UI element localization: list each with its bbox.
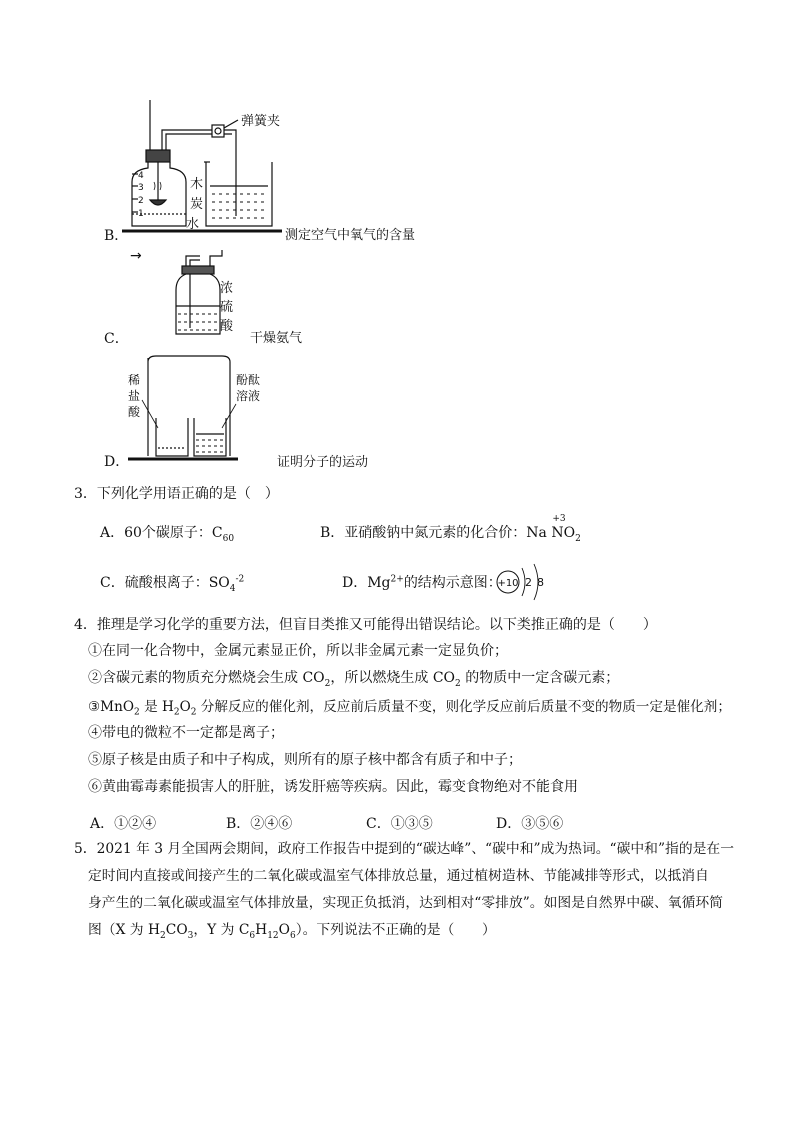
q3-option-c: C．硫酸根离子：$SO_4^{-2}$: [100, 574, 245, 594]
q4-option-c: C．①③⑤: [366, 816, 433, 832]
option-c-caption: 干燥氨气: [250, 331, 303, 346]
q5-line-2: 定时间内直接或间接产生的二氧化碳或温室气体排放总量，通过植树造林、节能减排等形式，以抵消自: [88, 868, 709, 884]
q4-statement-2: ②含碳元素的物质充分燃烧会生成 $CO_2$，所以燃烧生成 $CO_2$ 的物质中一定含碳元素；: [88, 670, 620, 689]
charcoal-label-1: 木: [190, 177, 204, 192]
clamp-label: 弹簧夹: [241, 114, 281, 129]
q4-stem: 4．推理是学习化学的重要方法，但盲目类推又可能得出错误结论。以下类推正确的是（ ）: [74, 617, 657, 633]
q4-option-b: B．②④⑥: [226, 816, 293, 832]
option-c-letter: C．: [104, 331, 129, 347]
acid-label-3: 酸: [220, 319, 234, 334]
shell-1-electrons: 2: [525, 576, 532, 589]
water-label: 水: [186, 217, 200, 232]
mg-ion-structure-diagram: [494, 560, 554, 604]
phenolphthalein-label-2: 溶液: [236, 389, 261, 403]
q5-line-3: 身产生的二氧化碳或温室气体排放量，实现正负抵消，达到相对“零排放”。如图是自然界中碳、氧循环简: [88, 895, 723, 911]
q4-option-d: D．③⑤⑥: [496, 816, 564, 832]
q4-statement-5: ⑤原子核是由质子和中子构成，则所有的原子核中都含有质子和中子；: [88, 752, 522, 768]
option-d-letter: D．: [104, 454, 130, 470]
acid-label-2: 硫: [220, 300, 234, 315]
dilute-hcl-label-1: 稀: [128, 373, 141, 387]
q3-option-b: B．亚硝酸钠中氮元素的化合价：Na +3 $NO_2$: [320, 514, 581, 544]
q3-option-a: A．60个碳原子：$C_{60}$: [100, 525, 235, 544]
dilute-hcl-label-3: 酸: [128, 405, 141, 419]
charcoal-label-2: 炭: [190, 197, 204, 212]
option-b-letter: B．: [104, 228, 129, 244]
q3-option-d: D．$Mg^{2+}$的结构示意图：: [342, 574, 502, 591]
option-b-caption: 测定空气中氧气的含量: [285, 228, 416, 243]
q4-option-a: A．①②④: [90, 816, 157, 832]
acid-label-1: 浓: [220, 281, 234, 296]
q5-line-1: 5．2021 年 3 月全国两会期间，政府工作报告中提到的“碳达峰”、“碳中和”成为热词。“碳中和”指的是在一: [74, 841, 735, 857]
q4-statement-4: ④带电的微粒不一定都是离子；: [88, 725, 284, 741]
q4-statement-1: ①在同一化合物中，金属元素显正价，所以非金属元素一定显负价；: [88, 643, 508, 659]
q5-line-4: 图（X 为 $H_2CO_3$，Y 为 $C_6H_{12}O_6$）。下列说法不正确的是（ ）: [88, 922, 496, 941]
dilute-hcl-label-2: 盐: [128, 389, 141, 403]
phenolphthalein-label-1: 酚酞: [236, 373, 261, 387]
molecule-motion-apparatus: [128, 356, 238, 459]
mark-3: 3: [138, 183, 144, 193]
q3-stem: 3．下列化学用语正确的是（ ）: [74, 486, 279, 502]
shell-2-electrons: 8: [537, 576, 544, 589]
q4-statement-6: ⑥黄曲霉毒素能损害人的肝脏，诱发肝癌等疾病。因此，霉变食物绝对不能食用: [88, 779, 578, 795]
nucleus-charge: +10: [497, 578, 519, 589]
mark-1: 1: [138, 209, 144, 219]
gas-in-arrow: →: [130, 248, 142, 264]
q4-statement-3: ③MnO$_2$ 是 $H_2O_2$ 分解反应的催化剂，反应前后质量不变，则化学反应前后质量不变的物质一定是催化剂；: [88, 699, 731, 718]
drying-bottle-apparatus: [176, 250, 222, 334]
mark-2: 2: [138, 196, 144, 206]
option-d-caption: 证明分子的运动: [277, 455, 369, 470]
mark-4: 4: [138, 171, 144, 181]
